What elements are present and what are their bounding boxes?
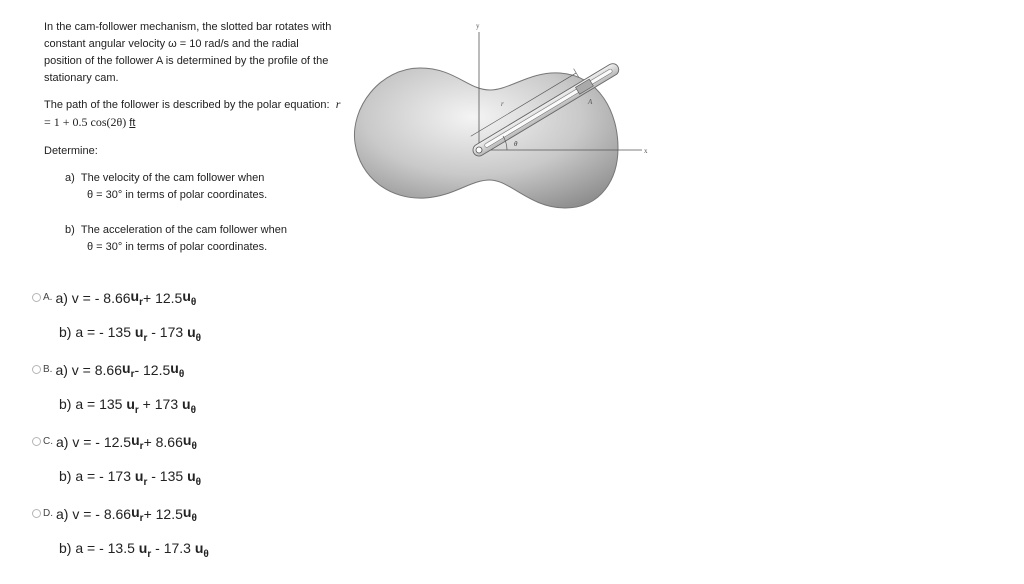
unit-utheta: $u_\theta$: [194, 540, 209, 560]
unit-ur: $u_r$: [126, 396, 139, 416]
choice-a-accel: b) a = - 135: [59, 324, 135, 340]
x-axis-label: x: [644, 147, 648, 155]
choice-c[interactable]: [32, 430, 432, 502]
choice-b-velocity: a) v = 8.66: [55, 361, 122, 378]
radio-c[interactable]: [32, 437, 41, 446]
unit-utheta: $u_\theta$: [182, 504, 197, 524]
part-a-letter: a): [65, 172, 75, 184]
part-b-line2: θ = 30° in terms of polar coordinates.: [87, 241, 268, 253]
choice-c-accel-mid: - 135: [147, 468, 188, 484]
unit-ur: $u_r$: [134, 324, 148, 344]
radio-b[interactable]: [32, 365, 41, 374]
radio-a[interactable]: [32, 293, 41, 302]
unit-utheta: $u_\theta$: [182, 396, 196, 416]
equation-rhs: = 1 + 0.5 cos(2θ): [44, 115, 130, 129]
part-b: [65, 222, 344, 256]
choice-a[interactable]: [32, 286, 432, 358]
equation-unit: ft: [129, 117, 136, 129]
follower-label: A: [588, 98, 593, 106]
unit-utheta: $u_\theta$: [182, 288, 197, 308]
choice-a-letter: A.: [43, 292, 53, 304]
unit-utheta: $u_\theta$: [170, 360, 185, 380]
choice-a-velocity: a) v = - 8.66: [55, 289, 131, 306]
unit-utheta: $u_\theta$: [182, 432, 197, 452]
choice-c-velocity: a) v = - 12.5: [56, 433, 132, 450]
choice-c-velocity-mid: + 8.66: [143, 433, 183, 450]
part-b-line1: The acceleration of the cam follower when: [80, 224, 287, 236]
unit-ur: $u_r$: [131, 504, 144, 524]
unit-ur: $u_r$: [134, 468, 148, 488]
choice-d-velocity: a) v = - 8.66: [56, 505, 132, 522]
choice-b-accel-mid: + 173: [138, 396, 182, 412]
choice-c-accel: b) a = - 173: [59, 468, 135, 484]
choice-b-velocity-mid: - 12.5: [134, 361, 171, 378]
unit-ur: $u_r$: [130, 288, 144, 308]
part-a-line2: θ = 30° in terms of polar coordinates.: [87, 189, 268, 201]
y-axis-label: y: [476, 22, 480, 30]
radio-d[interactable]: [32, 509, 41, 518]
part-b-letter: b): [65, 224, 75, 236]
r-label: r: [501, 100, 504, 108]
part-a: [65, 170, 344, 204]
choice-d[interactable]: [32, 502, 432, 574]
answer-choices: [32, 286, 432, 574]
problem-description: In the cam-follower mechanism, the slotted bar rotates with constant angular velocity ω = 10 rad/s and the radial position of the follower A is determined by the profile of the stationary cam.: [44, 21, 332, 84]
unit-ur: $u_r$: [138, 540, 152, 560]
choice-c-letter: C.: [43, 436, 53, 448]
choice-b-letter: B.: [43, 364, 53, 376]
part-a-line1: The velocity of the cam follower when: [80, 172, 265, 184]
choice-b[interactable]: [32, 358, 432, 430]
determine-label: Determine:: [44, 145, 98, 157]
path-equation-text: [44, 96, 344, 132]
unit-ur: $u_r$: [122, 360, 135, 380]
choice-d-accel-mid: - 17.3: [151, 540, 195, 556]
equation-lhs: r: [335, 97, 341, 111]
choice-d-accel: b) a = - 13.5: [59, 540, 139, 556]
choice-a-velocity-mid: + 12.5: [143, 289, 183, 306]
choice-d-letter: D.: [43, 508, 53, 520]
cam-follower-diagram: [350, 18, 655, 218]
path-intro: The path of the follower is described by the polar equation:: [44, 99, 330, 111]
choice-d-velocity-mid: + 12.5: [143, 505, 183, 522]
unit-utheta: $u_\theta$: [187, 324, 202, 344]
choice-a-accel-mid: - 173: [147, 324, 188, 340]
choice-b-accel: b) a = 135: [59, 396, 127, 412]
unit-utheta: $u_\theta$: [187, 468, 202, 488]
question-prompt: [44, 19, 344, 256]
unit-ur: $u_r$: [131, 432, 144, 452]
theta-label: θ: [514, 140, 518, 148]
